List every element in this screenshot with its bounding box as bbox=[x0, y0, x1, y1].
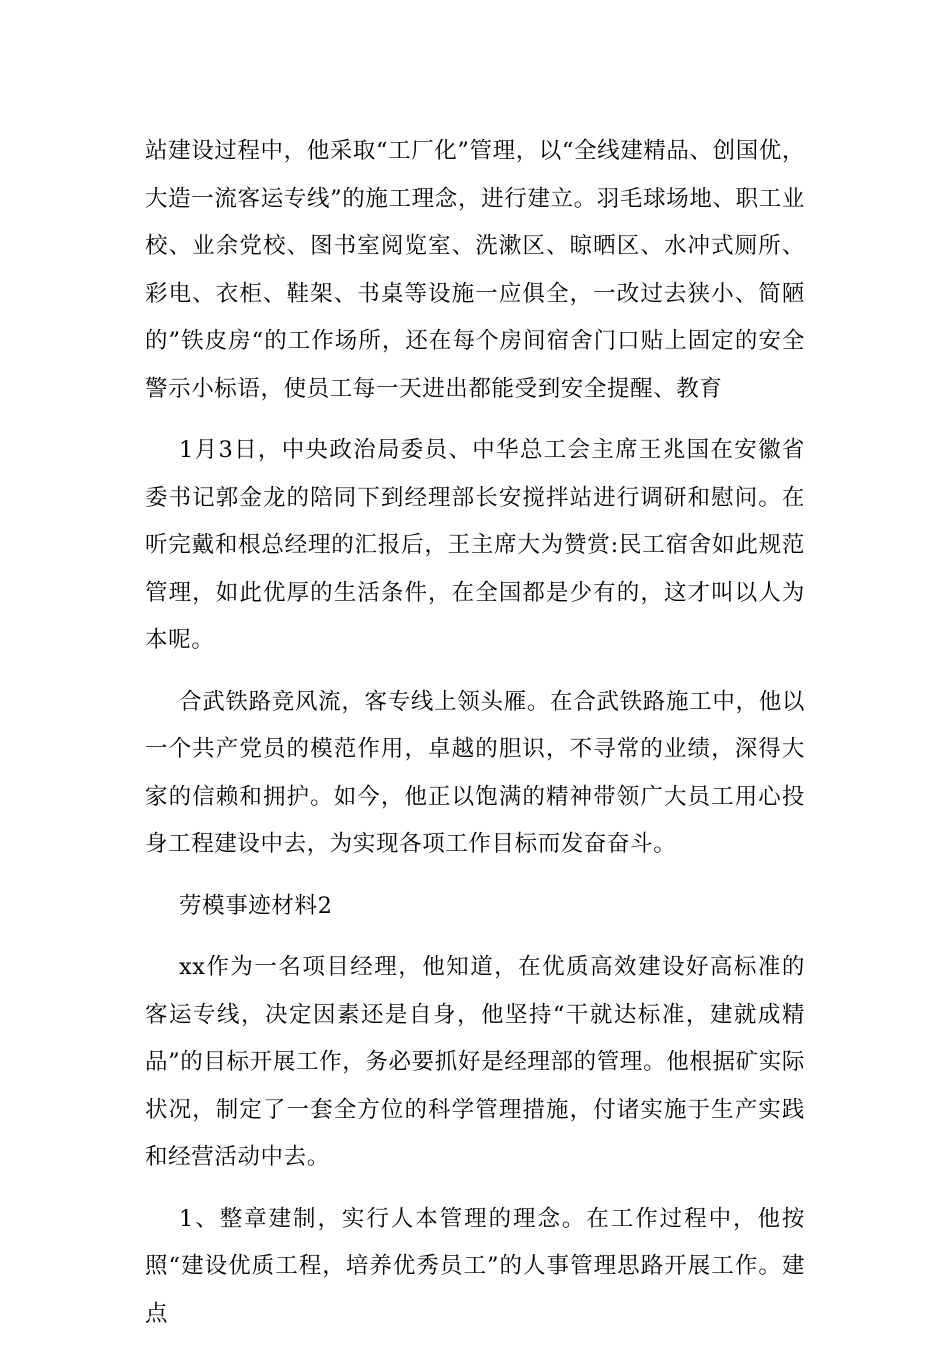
section-heading: 劳模事迹材料2 bbox=[179, 892, 333, 919]
paragraph-manager: xx作为一名项目经理，他知道，在优质高效建设好高标准的客运专线，决定因素还是自身，他坚持“干就达标准，建就成精品”的目标开展工作，务必要抓好是经理部的管理。他根据矿实际状况，制定了一套全方位的科学管理措施，付诸实施于生产实践和经营活动中去。 bbox=[145, 954, 805, 1170]
paragraph-visit: 1月3日，中央政治局委员、中华总工会主席王兆国在安徽省委书记郭金龙的陪同下到经理部长安搅拌站进行调研和慰问。在听完戴和根总经理的汇报后，王主席大为赞赏:民工宿舍如此规范管理，如此优厚的生活条件，在全国都是少有的，这才叫以人为本呢。 bbox=[145, 437, 805, 653]
paragraph-summary: 合武铁路竞风流，客专线上领头雁。在合武铁路施工中，他以一个共产党员的模范作用，卓越的胆识，不寻常的业绩，深得大家的信赖和拥护。如今，他正以饱满的精神带领广大员工用心投身工程建设中去，为实现各项工作目标而发奋奋斗。 bbox=[145, 688, 805, 857]
document-body bbox=[145, 128, 805, 1352]
paragraph-point-1: 1、整章建制，实行人本管理的理念。在工作过程中，他按照“建设优质工程，培养优秀员工”的人事管理思路开展工作。建点 bbox=[145, 1205, 805, 1327]
paragraph-continuation: 站建设过程中，他采取“工厂化”管理，以“全线建精品、创国优，大造一流客运专线”的施工理念，进行建立。羽毛球场地、职工业校、业余党校、图书室阅览室、洗漱区、晾晒区、水冲式厕所、彩电、衣柜、鞋架、书桌等设施一应俱全，一改过去狭小、简陋的”铁皮房“的工作场所，还在每个房间宿舍门口贴上固定的安全警示小标语，使员工每一天进出都能受到安全提醒、教育 bbox=[145, 138, 806, 402]
